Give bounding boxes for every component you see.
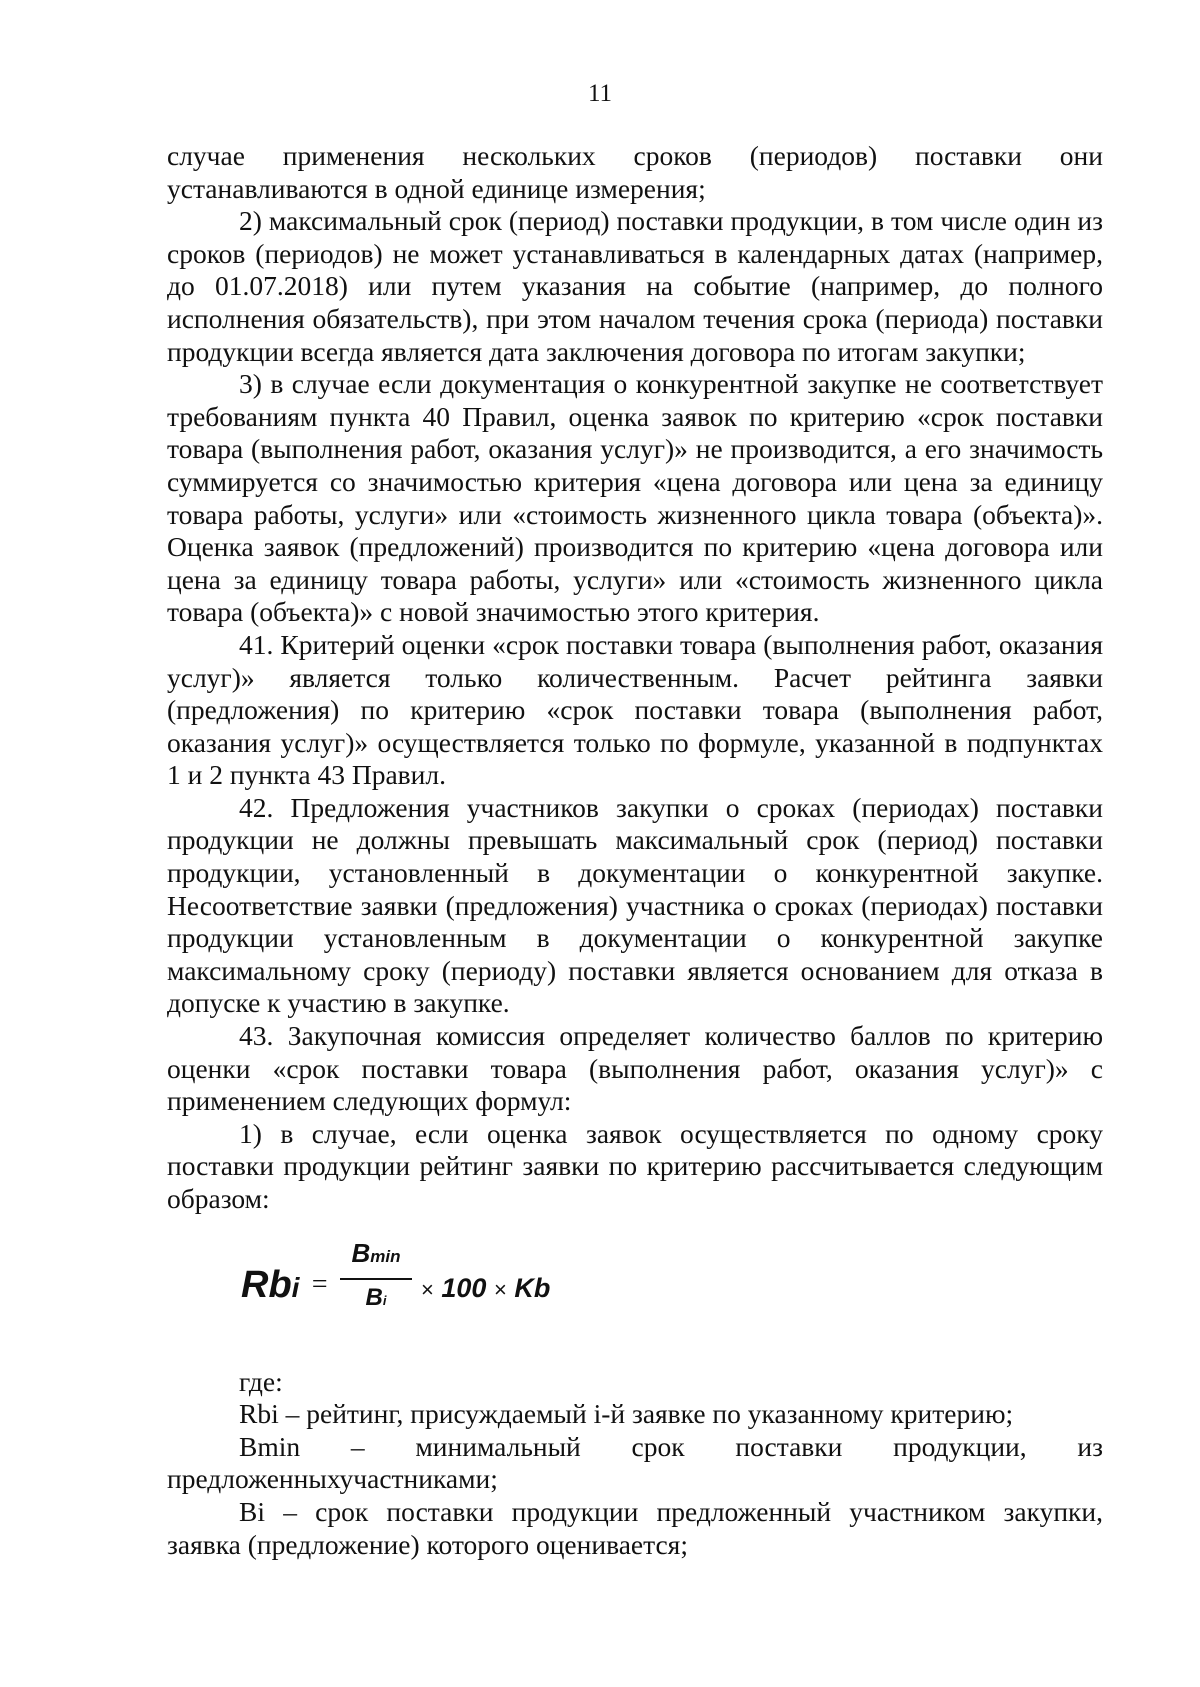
formula-numerator-symbol: B	[351, 1237, 371, 1268]
paragraph-42: 42. Предложения участников закупки о сроках (периодах) поставки продукции не должны превышать максимальный срок (период) поставки продукции, установленный в документации о конкурентной закупке. Несоответствие заявки (предложения) участника о сроках (периодах) поставки продукции установленным в документации о конкурентной закупке максимальному сроку (периоду) поставки является основанием для отказа в допуске к участию в закупке.	[167, 791, 1103, 1019]
paragraph-43-item-1: 1) в случае, если оценка заявок осуществляется по одному сроку поставки продукции рейтинг заявки по критерию рассчитывается следующим образом:	[167, 1117, 1103, 1214]
paragraph-item-2: 2) максимальный срок (период) поставки продукции, в том числе один из сроков (периодов) не может устанавливаться в календарных датах (например, до 01.07.2018) или путем указания на событие (например, до полного исполнения обязательств), при этом началом течения срока (периода) поставки продукции всегда является дата заключения договора по итогам закупки;	[167, 205, 1103, 367]
formula-lhs-symbol: Rb	[241, 1263, 292, 1306]
formula-equals: =	[310, 1268, 329, 1300]
formula-lhs	[241, 1265, 299, 1308]
definition-bi: Bi – срок поставки продукции предложенный участником закупки, заявка (предложение) которого оценивается;	[167, 1495, 1103, 1560]
formula-numerator	[340, 1236, 412, 1274]
formula-fraction	[340, 1236, 412, 1316]
formula-times-1: ×	[421, 1276, 434, 1302]
formula-lhs-subscript: i	[291, 1271, 300, 1303]
formula-denominator-subscript: i	[382, 1292, 387, 1308]
formula-denominator-symbol: B	[365, 1283, 383, 1311]
definition-rbi: Rbi – рейтинг, присуждаемый i-й заявке по указанному критерию;	[239, 1398, 1014, 1430]
rating-formula	[167, 1236, 1103, 1344]
formula-multipliers	[421, 1272, 550, 1307]
paragraph-continuation: случае применения нескольких сроков (периодов) поставки они устанавливаются в одной единице измерения;	[167, 140, 1103, 204]
paragraph-43: 43. Закупочная комиссия определяет количество баллов по критерию оценки «срок поставки товара (выполнения работ, оказания услуг)» с применением следующих формул:	[167, 1020, 1103, 1117]
definitions-heading: где:	[239, 1365, 283, 1397]
formula-fraction-bar	[340, 1278, 412, 1280]
page-number: 11	[587, 80, 613, 107]
formula-numerator-subscript: min	[370, 1246, 401, 1266]
formula-denominator	[340, 1283, 412, 1316]
formula-hundred: 100	[441, 1272, 487, 1303]
formula-times-2: ×	[493, 1276, 507, 1302]
formula-weight-k: Kb	[514, 1272, 551, 1303]
definition-bmin: Bmin – минимальный срок поставки продукции, из предложенныхучастниками;	[167, 1430, 1103, 1495]
paragraph-item-3: 3) в случае если документация о конкурентной закупке не соответствует требованиям пункта 40 Правил, оценка заявок по критерию «срок поставки товара (выполнения работ, оказания услуг)» не производится, а его значимость суммируется со значимостью критерия «цена договора или цена за единицу товара работы, услуги» или «стоимость жизненного цикла товара (объекта)». Оценка заявок (предложений) производится по критерию «цена договора или цена за единицу товара работы, услуги» или «стоимость жизненного цикла товара (объекта)» с новой значимостью этого критерия.	[167, 368, 1103, 628]
page-content	[167, 140, 1103, 1561]
paragraph-41: 41. Критерий оценки «срок поставки товара (выполнения работ, оказания услуг)» является только количественным. Расчет рейтинга заявки (предложения) по критерию «срок поставки товара (выполнения работ, оказания услуг)» осуществляется только по формуле, указанной в подпунктах 1 и 2 пункта 43 Правил.	[167, 628, 1103, 791]
